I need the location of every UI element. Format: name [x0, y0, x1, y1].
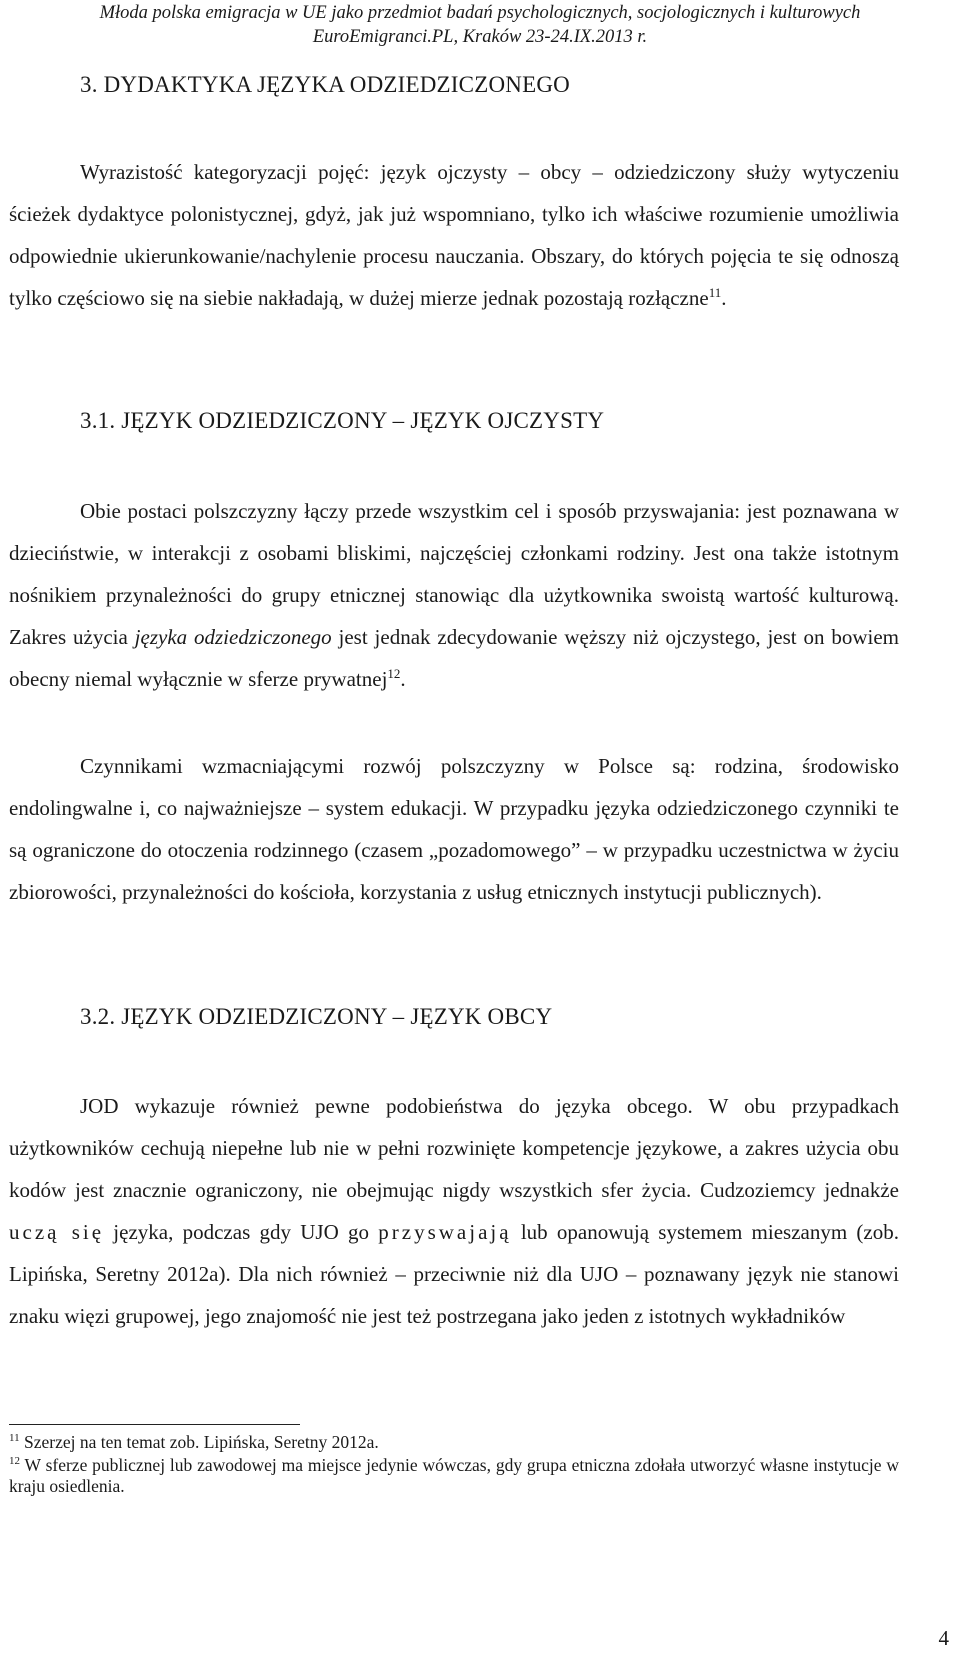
section-intro-paragraph: [9, 151, 899, 319]
subsection-heading-3-2: 3.2. JĘZYK ODZIEDZICZONY – JĘZYK OBCY: [80, 1004, 553, 1029]
p1-emphasis: języka odziedziczonego: [134, 625, 332, 649]
intro-text: Wyrazistość kategoryzacji pojęć: język ojczysty – obcy – odziedziczony służy wytyczeniu ścieżek dydaktyce polonistycznej, gdyż, jak już wspomniano, tylko ich właściwe rozumienie umożliwia odpowiednie ukierunkowanie/nachylenie procesu nauczania. Obszary, do których pojęcia te się odnoszą tylko częściowo się na siebie nakładają, w dużej mierze jednak pozostają rozłączne: [9, 160, 899, 310]
footnote-11-text: Szerzej na ten temat zob. Lipińska, Seretny 2012a.: [23, 1432, 379, 1452]
p2-text-b: języka, podczas gdy UJO go: [104, 1220, 379, 1244]
footnote-ref-12[interactable]: 12: [387, 666, 401, 681]
intro-end: .: [721, 286, 727, 310]
spaced-term-przyswajaja: przyswajają: [378, 1220, 512, 1244]
footnote-11: [9, 1432, 899, 1453]
running-header: [0, 0, 960, 49]
p1-text-a: Obie postaci polszczyzny łączy przede wszystkim cel i sposób przyswajania: jest poznawana w dzieciństwie, w interakcji z osobami bliskimi, najczęściej członkami rodziny. Jest ona także istotnym nośnikiem przynależności do grupy etnicznej stanowiąc dla użytkownika swoistą wartość kulturową. Zakres użycia: [9, 499, 899, 649]
p1-text-b: jest jednak zdecydowanie węższy niż ojczystego, jest on bowiem obecny niemal wyłącznie w sferze prywatnej: [9, 625, 899, 691]
footnote-separator: [9, 1424, 300, 1425]
footnote-12-number: 12: [9, 1455, 20, 1468]
subsection-3-2-paragraph-1: [9, 1085, 899, 1337]
p2-text-a: JOD wykazuje również pewne podobieństwa do języka obcego. W obu przypadkach użytkowników cechują niepełne lub nie w pełni rozwinięte kompetencje językowe, a zakres użycia obu kodów jest znacznie ograniczony, nie obejmując nigdy wszystkich sfer życia. Cudzoziemcy jednakże: [9, 1094, 899, 1202]
subsection-heading-3-1: 3.1. JĘZYK ODZIEDZICZONY – JĘZYK OJCZYSTY: [80, 408, 605, 433]
header-conference-title: Młoda polska emigracja w UE jako przedmiot badań psychologicznych, socjologicznych i kulturowych: [99, 3, 861, 23]
spaced-term-ucza-sie: uczą się: [9, 1220, 105, 1244]
page-number: 4: [938, 1626, 949, 1650]
p1-end: .: [400, 667, 406, 691]
header-conference-place-date: EuroEmigranci.PL, Kraków 23-24.IX.2013 r.: [312, 27, 648, 47]
subsection-3-1-paragraph-2: Czynnikami wzmacniającymi rozwój polszczyzny w Polsce są: rodzina, środowisko endolingwalne i, co najważniejsze – system edukacji. W przypadku języka odziedziczonego czynniki te są ograniczone do otoczenia rodzinnego (czasem „pozadomowego” – w przypadku uczestnictwa w życiu zbiorowości, przynależności do kościoła, korzystania z usług etnicznych instytucji publicznych).: [9, 754, 899, 904]
footnote-ref-11[interactable]: 11: [708, 285, 722, 300]
p2-text-c: lub opanowują systemem mieszanym (zob. Lipińska, Seretny 2012a). Dla nich również – przeciwnie niż dla UJO – poznawany język nie stanowi znaku więzi grupowej, jego znajomość nie jest też postrzegana jako jeden z istotnych wykładników: [9, 1220, 899, 1328]
section-heading: 3. DYDAKTYKA JĘZYKA ODZIEDZICZONEGO: [80, 72, 570, 97]
footnote-12-text: W sferze publicznej lub zawodowej ma miejsce jedynie wówczas, gdy grupa etniczna zdołała utworzyć własne instytucje w kraju osiedlenia.: [9, 1455, 900, 1496]
footnote-12: [9, 1455, 899, 1497]
footnote-11-number: 11: [9, 1432, 20, 1445]
subsection-3-1-paragraph-1: [9, 490, 899, 700]
